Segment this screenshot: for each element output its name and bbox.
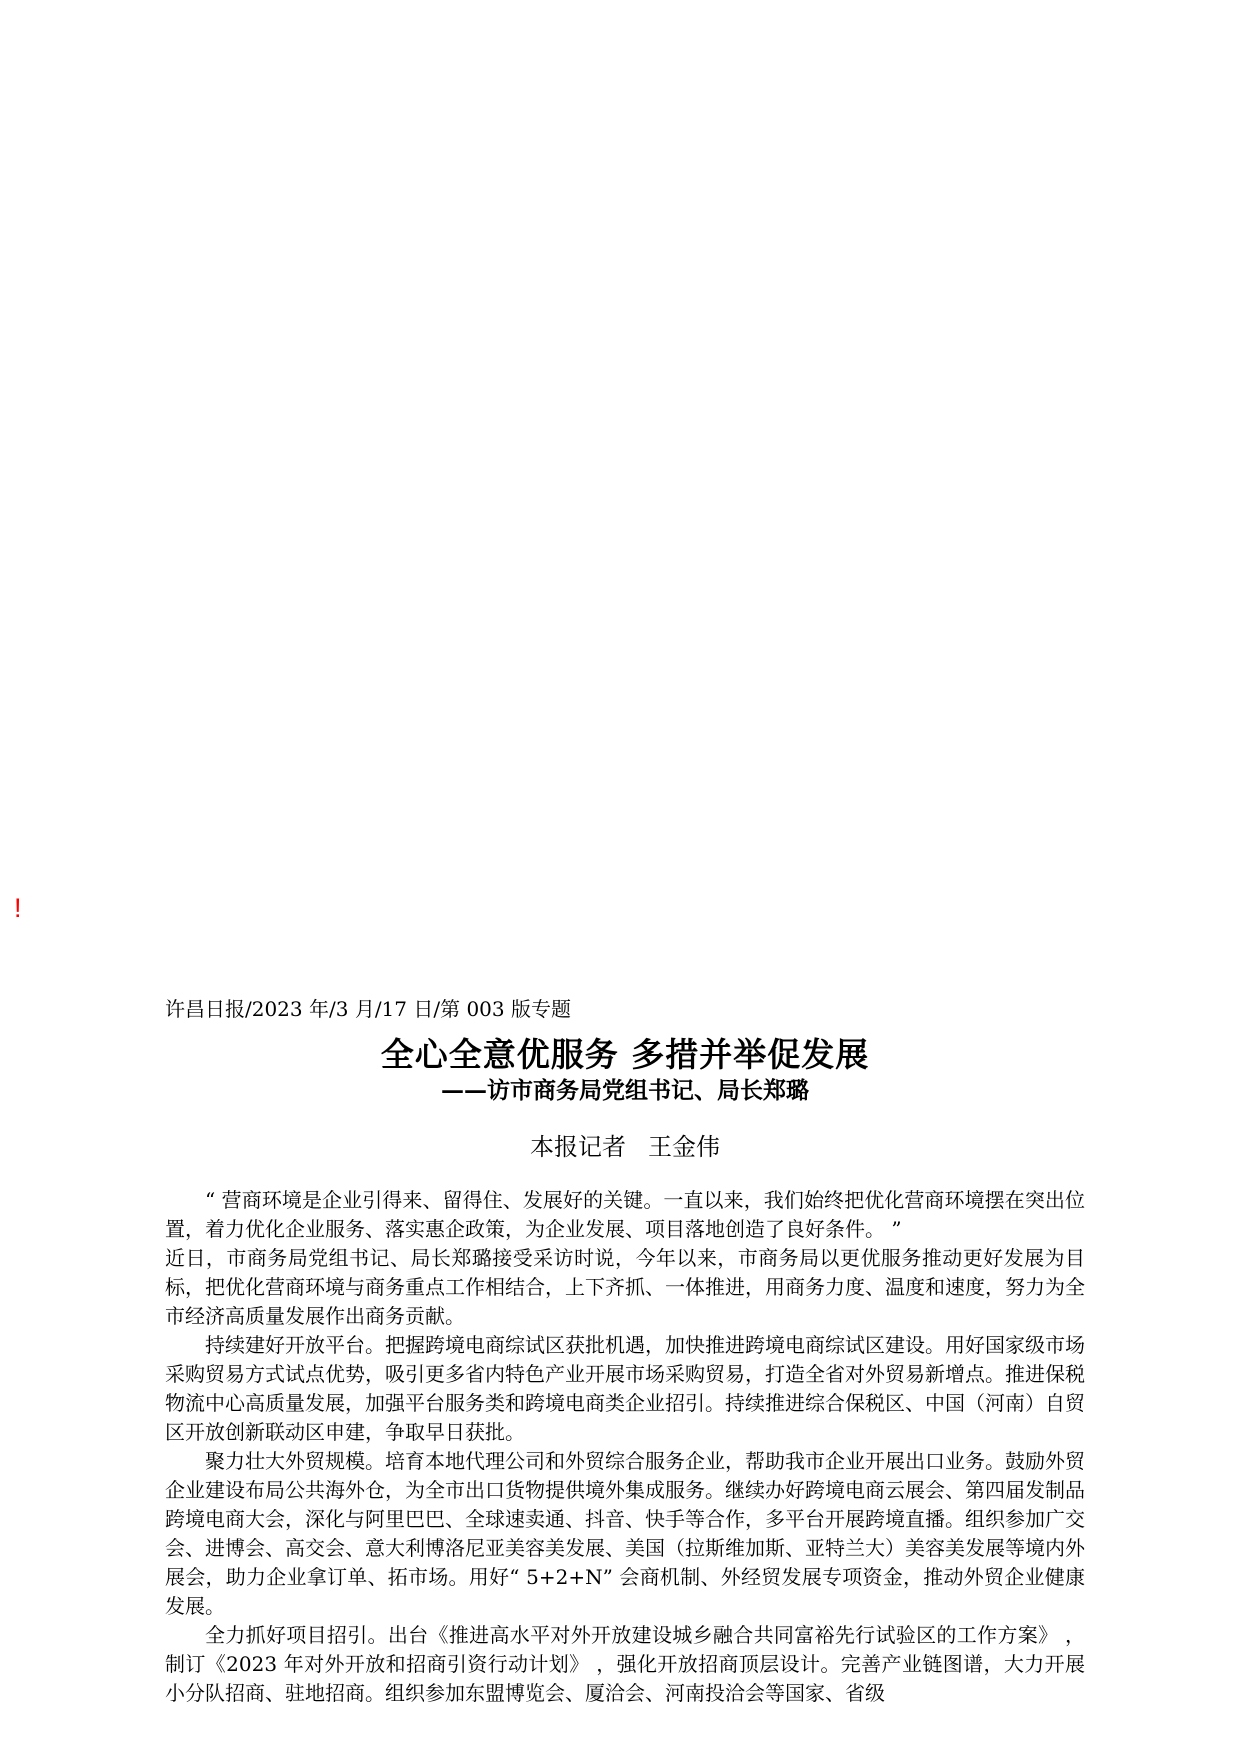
article-paragraph-quote: “ 营商环境是企业引得来、留得住、发展好的关键。一直以来，我们始终把优化营商环境摆在突出位置，着力优化企业服务、落实惠企政策，为企业发展、项目落地创造了良好条件。 ”: [165, 1188, 1085, 1241]
article-paragraph-platform: 持续建好开放平台。把握跨境电商综试区获批机遇，加快推进跨境电商综试区建设。用好国家级市场采购贸易方式试点优势，吸引更多省内特色产业开展市场采购贸易，打造全省对外贸易新增点。推进保税物流中心高质量发展，加强平台服务类和跨境电商类企业招引。持续推进综合保税区、中国（河南）自贸区开放创新联动区申建，争取早日获批。: [165, 1333, 1085, 1444]
article-paragraph-intro: 近日，市商务局党组书记、局长郑璐接受采访时说，今年以来，市商务局以更优服务推动更好发展为目标，把优化营商环境与商务重点工作相结合，上下齐抓、一体推进，用商务力度、温度和速度，努力为全市经济高质量发展作出商务贡献。: [165, 1246, 1085, 1328]
article: [165, 994, 1085, 1708]
article-paragraph-trade: 聚力壮大外贸规模。培育本地代理公司和外贸综合服务企业，帮助我市企业开展出口业务。鼓励外贸企业建设布局公共海外仓，为全市出口货物提供境外集成服务。继续办好跨境电商云展会、第四届发制品跨境电商大会，深化与阿里巴巴、全球速卖通、抖音、快手等合作，多平台开展跨境直播。组织参加广交会、进博会、高交会、意大利博洛尼亚美容美发展、美国（拉斯维加斯、亚特兰大）美容美发展等境内外展会，助力企业拿订单、拓市场。用好“ 5+2+N” 会商机制、外经贸发展专项资金，推动外贸企业健康发展。: [165, 1449, 1085, 1618]
article-byline: 本报记者 王金伟: [529, 1133, 721, 1161]
article-title: 全心全意优服务 多措并举促发展: [380, 1035, 870, 1074]
red-exclamation-mark: !: [14, 893, 22, 923]
article-subtitle: ——访市商务局党组书记、局长郑璐: [441, 1077, 809, 1104]
article-body: [165, 1186, 1085, 1708]
article-dateline: 许昌日报/2023 年/3 月/17 日/第 003 版专题: [165, 997, 571, 1021]
article-paragraph-projects: 全力抓好项目招引。出台《推进高水平对外开放建设城乡融合共同富裕先行试验区的工作方案》 ，制订《2023 年对外开放和招商引资行动计划》 ，强化开放招商顶层设计。完善产业链图谱，大力开展小分队招商、驻地招商。组织参加东盟博览会、厦洽会、河南投洽会等国家、省级: [165, 1623, 1085, 1705]
